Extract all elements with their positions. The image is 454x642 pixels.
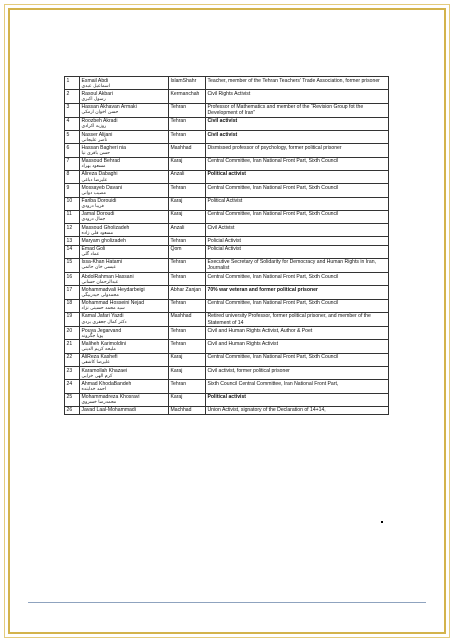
description-cell: Civil and Human Rights Activist	[206, 340, 389, 353]
table-row	[65, 103, 389, 117]
description-cell: Central Committee, Iran National Front Part, Sixth Council	[206, 210, 389, 223]
name-english: Esmail Abdi	[81, 77, 109, 84]
name-persian: مسعود بهراد	[81, 164, 106, 170]
row-number: 3	[65, 103, 80, 117]
city-cell: Kermanchah	[169, 90, 206, 103]
city-cell: IslamShahr	[169, 77, 206, 90]
name-persian: فریبا درودی	[81, 204, 104, 210]
name-cell	[80, 77, 169, 90]
city-cell: Mashhad	[169, 312, 206, 326]
city-cell: Karaj	[169, 393, 206, 406]
city-cell: Anzali	[169, 224, 206, 237]
table-row	[65, 224, 389, 237]
name-persian: عبدالرحمان حسانی	[81, 279, 119, 285]
name-english: Mohammadreza Khosravi	[81, 394, 140, 401]
row-number: 13	[65, 237, 80, 245]
name-cell	[80, 286, 169, 299]
name-english: Kamal Jafari Yazdi	[81, 313, 124, 320]
name-english: Hassan Bagheri nia	[81, 144, 126, 151]
row-number: 22	[65, 353, 80, 366]
table-row	[65, 273, 389, 286]
name-persian: رسول اکبری	[81, 96, 106, 102]
city-cell: Mashhad	[169, 144, 206, 157]
table-row	[65, 237, 389, 245]
name-persian: علیرضا کاشفی	[81, 360, 111, 366]
name-persian: احمد خدابنده	[81, 386, 107, 392]
name-english: Nasser Alijani	[81, 131, 113, 138]
name-english: Fariba Dorouidi	[81, 198, 117, 205]
table-row	[65, 157, 389, 170]
name-english: Mohammad Hosseini Nejad	[81, 300, 145, 307]
name-english: Emad Goli	[81, 246, 106, 253]
row-number: 16	[65, 273, 80, 286]
description-cell: Central Committee, Iran National Front Part, Sixth Council	[206, 353, 389, 366]
name-english: Issa-Khan Hatami	[81, 259, 122, 266]
description-cell: Sixth Council Central Committee, Iran National Front Part,	[206, 380, 389, 393]
city-cell: Tehran	[169, 103, 206, 117]
row-number: 15	[65, 258, 80, 272]
city-cell: Karaj	[169, 157, 206, 170]
name-persian: کرم الهی خزایی	[81, 373, 113, 379]
table-row	[65, 131, 389, 144]
name-persian: محمدرضا خسروی	[81, 400, 117, 406]
page-dot	[381, 521, 383, 523]
description-cell: Dismissed professor of psychology, former political prisoner	[206, 144, 389, 157]
footer-rule	[28, 602, 426, 603]
row-number: 17	[65, 286, 80, 299]
name-cell	[80, 144, 169, 157]
table-row	[65, 245, 389, 258]
row-number: 26	[65, 406, 80, 414]
city-cell: Tehran	[169, 380, 206, 393]
city-cell: Tehran	[169, 131, 206, 144]
city-cell: Tehran	[169, 258, 206, 272]
city-cell: Tehran	[169, 299, 206, 312]
name-persian: عیسی خان حاتمی	[81, 265, 117, 271]
city-cell: Tehran	[169, 340, 206, 353]
description-cell: Civil activist	[206, 131, 389, 144]
name-english: Karamollah Khazaei	[81, 367, 128, 374]
city-cell: Karaj	[169, 353, 206, 366]
name-english: Maryam gholizadeh	[81, 237, 126, 244]
city-cell: Karaj	[169, 210, 206, 223]
table-row	[65, 184, 389, 197]
row-number: 25	[65, 393, 80, 406]
name-persian: عماد گلی	[81, 252, 100, 258]
name-cell	[80, 312, 169, 326]
name-persian: روزبه اکرادی	[81, 124, 107, 130]
name-cell	[80, 157, 169, 170]
table-row	[65, 327, 389, 340]
name-cell	[80, 367, 169, 380]
name-persian: پویا جگروند	[81, 333, 104, 339]
signatories-table-body	[65, 77, 389, 415]
name-persian: علیرضا دباغی	[81, 177, 108, 183]
table-row	[65, 170, 389, 183]
name-cell	[80, 197, 169, 210]
name-english: Jamal Doroudi	[81, 211, 115, 218]
name-cell	[80, 224, 169, 237]
row-number: 6	[65, 144, 80, 157]
name-english: Roozbeh Akradi	[81, 118, 118, 125]
name-english: Ahmad KhodaBandeh	[81, 380, 132, 387]
city-cell: Abhar Zanjan	[169, 286, 206, 299]
name-cell	[80, 406, 169, 414]
description-cell: Civil Rights Activist	[206, 90, 389, 103]
description-cell: Executive Secretary of Solidarity for Democracy and Human Rights in Iran, Journalist	[206, 258, 389, 272]
row-number: 10	[65, 197, 80, 210]
name-cell	[80, 299, 169, 312]
name-cell	[80, 117, 169, 130]
table-row	[65, 286, 389, 299]
name-english: AliReza Kashefi	[81, 354, 118, 361]
name-cell	[80, 327, 169, 340]
city-cell: Tehran	[169, 273, 206, 286]
description-cell: Central Committee, Iran National Front Part, Sixth Council	[206, 273, 389, 286]
description-cell: Policial Activist	[206, 237, 389, 245]
description-cell: Political activist	[206, 170, 389, 183]
name-cell	[80, 131, 169, 144]
city-cell: Karaj	[169, 197, 206, 210]
city-cell: Tehran	[169, 237, 206, 245]
description-cell: Civil Activist	[206, 224, 389, 237]
name-persian: دکتر کمال جعفری یزدی	[81, 319, 127, 325]
table-row	[65, 367, 389, 380]
city-cell: Anzali	[169, 170, 206, 183]
city-cell: Tehran	[169, 327, 206, 340]
table-row	[65, 117, 389, 130]
name-persian: محمدولی حیدربیگی	[81, 292, 119, 298]
name-english: Pouya Jegarvand	[81, 327, 122, 334]
name-english: Javad Laal-Mohammadi	[81, 407, 136, 414]
row-number: 20	[65, 327, 80, 340]
description-cell: Central Committee, Iran National Front Part, Sixth Council	[206, 184, 389, 197]
name-english: Rasoul Akbari	[81, 90, 113, 97]
name-english: Maliheh Karimoldini	[81, 340, 126, 347]
name-english: Massoud Gholizadeh	[81, 224, 130, 231]
description-cell: Political activist	[206, 393, 389, 406]
table-row	[65, 77, 389, 90]
table-row	[65, 312, 389, 326]
row-number: 14	[65, 245, 80, 258]
name-cell	[80, 245, 169, 258]
name-english: Mossayeb Davani	[81, 184, 122, 191]
table-row	[65, 299, 389, 312]
name-persian: مصیب دوانی	[81, 190, 106, 196]
description-cell: Retired university Professor, former political prisoner, and member of the Statement of 14	[206, 312, 389, 326]
signatories-table	[64, 76, 389, 415]
name-persian: حسن اخوان ارمکی	[81, 110, 119, 116]
name-english: Massoud Behrad	[81, 158, 121, 165]
city-cell: Tehran	[169, 184, 206, 197]
name-english: Alireza Dabaghi	[81, 171, 118, 178]
name-english: Hassan Akhavan Armaki	[81, 104, 137, 111]
name-cell	[80, 170, 169, 183]
name-cell	[80, 380, 169, 393]
row-number: 4	[65, 117, 80, 130]
table-row	[65, 210, 389, 223]
table-row	[65, 197, 389, 210]
description-cell: Civil activist	[206, 117, 389, 130]
name-cell	[80, 103, 169, 117]
description-cell: Teacher, member of the Tehran Teachers' Trade Association, former prisoner	[206, 77, 389, 90]
name-persian: جمال درودی	[81, 217, 106, 223]
description-cell: Policial Activist	[206, 245, 389, 258]
city-cell: Tehran	[169, 117, 206, 130]
description-cell: 70% war veteran and former political prisoner	[206, 286, 389, 299]
row-number: 18	[65, 299, 80, 312]
table-row	[65, 393, 389, 406]
name-persian: ناصر علیجانی	[81, 137, 108, 143]
description-cell: Civil activist, former political prisoner	[206, 367, 389, 380]
name-persian: حسن باقری نیا	[81, 150, 110, 156]
row-number: 8	[65, 170, 80, 183]
name-persian: ملیحه کریم الدینی	[81, 347, 116, 352]
name-persian: مسعود قلی زاده	[81, 230, 114, 236]
city-cell: Machhad	[169, 406, 206, 414]
name-cell	[80, 353, 169, 366]
name-cell	[80, 184, 169, 197]
name-cell	[80, 273, 169, 286]
description-cell: Political Activist	[206, 197, 389, 210]
row-number: 23	[65, 367, 80, 380]
row-number: 21	[65, 340, 80, 353]
name-cell	[80, 340, 169, 353]
table-row	[65, 340, 389, 353]
row-number: 7	[65, 157, 80, 170]
row-number: 9	[65, 184, 80, 197]
name-persian: سید محمد حسینی نژاد	[81, 306, 125, 312]
description-cell: Central Committee, Iran National Front Part, Sixth Council	[206, 299, 389, 312]
table-row	[65, 353, 389, 366]
description-cell: Civil and Human Rights Activist, Author & Poet	[206, 327, 389, 340]
city-cell: Karaj	[169, 367, 206, 380]
name-persian: اسماعیل عبدی	[81, 83, 110, 89]
row-number: 12	[65, 224, 80, 237]
name-cell	[80, 210, 169, 223]
row-number: 2	[65, 90, 80, 103]
row-number: 19	[65, 312, 80, 326]
table-row	[65, 406, 389, 414]
row-number: 11	[65, 210, 80, 223]
name-cell	[80, 237, 169, 245]
name-cell	[80, 393, 169, 406]
name-cell	[80, 90, 169, 103]
table-row	[65, 380, 389, 393]
table-row	[65, 144, 389, 157]
table-row	[65, 90, 389, 103]
table-row	[65, 258, 389, 272]
row-number: 24	[65, 380, 80, 393]
description-cell: Professor of Mathematics and member of the “Revision Group fot the Development of Iran”	[206, 103, 389, 117]
description-cell: Central Committee, Iran National Front Part, Sixth Council	[206, 157, 389, 170]
name-english: Mohammadvali Heydarbeigi	[81, 286, 145, 293]
row-number: 1	[65, 77, 80, 90]
name-english: AbdolRahman Hassani	[81, 273, 134, 280]
city-cell: Qom	[169, 245, 206, 258]
description-cell: Union Activist, signatory of the Declaration of 14+14,	[206, 406, 389, 414]
row-number: 5	[65, 131, 80, 144]
name-cell	[80, 258, 169, 272]
